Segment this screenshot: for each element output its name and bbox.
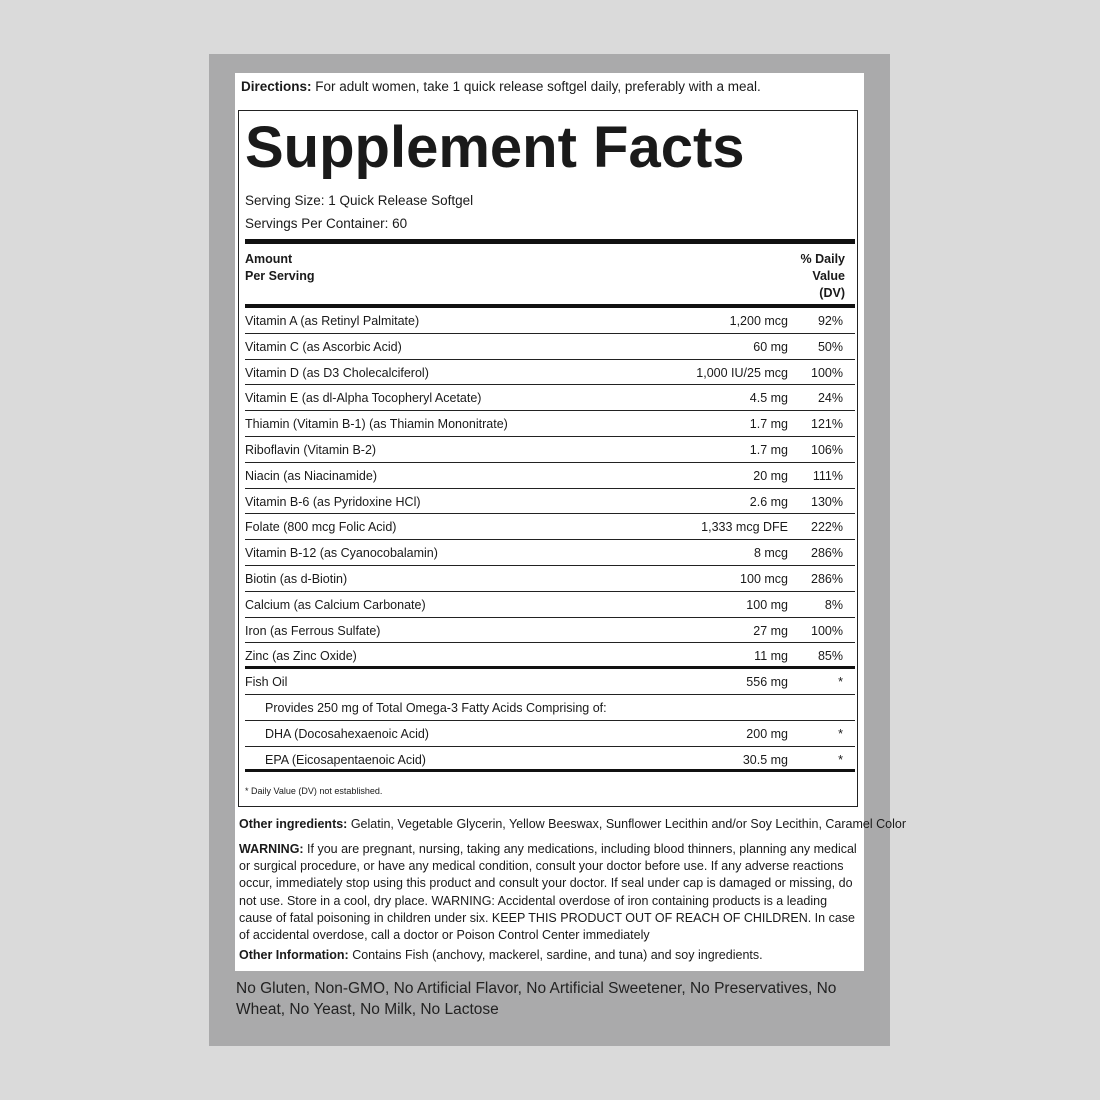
nutrient-name: Vitamin B-12 (as Cyanocobalamin)	[245, 546, 438, 561]
nutrient-amount: 60 mg	[753, 339, 788, 354]
other-ingredients	[239, 816, 906, 833]
nutrient-name: Thiamin (Vitamin B-1) (as Thiamin Mononitrate)	[245, 417, 508, 432]
other-ingredients-text: Gelatin, Vegetable Glycerin, Yellow Beeswax, Sunflower Lecithin and/or Soy Lecithin, Caramel Color	[347, 817, 906, 831]
table-row-omega-note	[245, 695, 855, 721]
nutrient-dv: 286%	[811, 571, 843, 586]
amount-header-line1: Amount	[245, 252, 293, 266]
nutrient-dv: 121%	[811, 417, 843, 432]
serving-size: Serving Size: 1 Quick Release Softgel	[245, 193, 474, 208]
table-row	[245, 592, 855, 618]
thick-rule	[245, 239, 855, 244]
directions	[241, 78, 861, 96]
servings-per-container: Servings Per Container: 60	[245, 216, 408, 231]
directions-text: For adult women, take 1 quick release softgel daily, preferably with a meal.	[311, 79, 761, 94]
table-row	[245, 385, 855, 411]
other-information-label: Other Information:	[239, 948, 349, 962]
omega-note: Provides 250 mg of Total Omega-3 Fatty Acids Comprising of:	[265, 700, 607, 715]
table-row	[245, 566, 855, 592]
nutrient-dv: 100%	[811, 623, 843, 638]
nutrient-table	[245, 308, 855, 772]
table-row	[245, 618, 855, 644]
nutrient-dv: 111%	[812, 468, 843, 483]
table-row-fish-oil	[245, 669, 855, 695]
nutrient-amount: 30.5 mg	[742, 752, 788, 767]
table-row	[245, 540, 855, 566]
table-row	[245, 334, 855, 360]
nutrient-amount: 2.6 mg	[749, 494, 788, 509]
nutrient-name: Vitamin D (as D3 Cholecalciferol)	[245, 365, 429, 380]
dv-header-line2: Value	[812, 269, 845, 283]
dv-header	[801, 251, 845, 302]
nutrient-amount: 4.5 mg	[749, 391, 788, 406]
nutrient-dv: 106%	[811, 442, 843, 457]
warning-label: WARNING:	[239, 842, 304, 856]
nutrient-dv: 92%	[817, 314, 843, 328]
nutrient-dv: *	[838, 752, 843, 767]
nutrient-name: Vitamin A (as Retinyl Palmitate)	[245, 314, 420, 328]
nutrient-dv: 50%	[817, 339, 843, 354]
nutrient-dv: *	[838, 675, 843, 690]
nutrient-amount: 100 mcg	[740, 571, 788, 586]
directions-label: Directions:	[241, 79, 312, 94]
nutrient-dv: 85%	[817, 649, 843, 664]
other-information-text: Contains Fish (anchovy, mackerel, sardine, and tuna) and soy ingredients.	[348, 948, 763, 962]
nutrient-amount: 1,333 mcg DFE	[701, 520, 788, 535]
nutrient-amount: 1,000 IU/25 mcg	[696, 365, 788, 380]
table-row	[245, 437, 855, 463]
nutrient-amount: 200 mg	[746, 726, 788, 741]
table-row	[245, 308, 855, 334]
amount-header	[245, 251, 314, 285]
dv-header-line3: (DV)	[819, 286, 845, 300]
nutrient-dv: 100%	[811, 365, 843, 380]
nutrient-name: Vitamin C (as Ascorbic Acid)	[245, 339, 402, 354]
nutrient-dv: 286%	[811, 546, 843, 561]
nutrient-name: Vitamin B-6 (as Pyridoxine HCl)	[245, 494, 421, 509]
table-row	[245, 514, 855, 540]
table-row	[245, 643, 855, 669]
nutrient-name: Zinc (as Zinc Oxide)	[245, 649, 357, 664]
nutrient-amount: 1.7 mg	[749, 417, 788, 432]
free-from-claims: No Gluten, Non-GMO, No Artificial Flavor, No Artificial Sweetener, No Preservatives, No Wheat, No Yeast, No Milk, No Lactose	[236, 980, 837, 1018]
facts-title: Supplement Facts	[245, 115, 745, 180]
table-row	[245, 463, 855, 489]
nutrient-amount: 1.7 mg	[749, 442, 788, 457]
warning-text: If you are pregnant, nursing, taking any medications, including blood thinners, planning any medical or surgical procedure, or have any medical condition, consult your doctor before use. If any adverse reactions occur, immediately stop using this product and consult your doctor. If seal under cap is damaged or missing, do not use. Store in a cool, dry place. WARNING: Accidental overdose of iron containing products is a leading cause of fatal poisoning in children under six. KEEP THIS PRODUCT OUT OF REACH OF CHILDREN. In case of accidental overdose, call a doctor or Poison Control Center immediately	[239, 842, 857, 943]
other-information	[239, 947, 861, 964]
nutrient-name: Iron (as Ferrous Sulfate)	[245, 623, 381, 638]
nutrient-amount: 11 mg	[754, 649, 788, 664]
nutrient-name: Niacin (as Niacinamide)	[245, 468, 377, 483]
nutrient-name: Calcium (as Calcium Carbonate)	[245, 597, 426, 612]
nutrient-name: Fish Oil	[245, 675, 288, 690]
warning	[239, 841, 861, 944]
nutrient-name: Biotin (as d-Biotin)	[245, 571, 348, 586]
table-row	[245, 360, 855, 386]
dv-header-line1: % Daily	[800, 252, 845, 266]
nutrient-amount: 1,200 mcg	[729, 314, 788, 328]
table-row	[245, 489, 855, 515]
nutrient-dv: 24%	[817, 391, 843, 406]
nutrient-name: EPA (Eicosapentaenoic Acid)	[265, 752, 426, 767]
nutrient-name: Folate (800 mcg Folic Acid)	[245, 520, 397, 535]
nutrient-amount: 27 mg	[753, 623, 788, 638]
nutrient-amount: 20 mg	[753, 468, 788, 483]
nutrient-dv: 8%	[824, 597, 843, 612]
nutrient-name: Vitamin E (as dl-Alpha Tocopheryl Acetate)	[245, 391, 482, 406]
dv-footnote: * Daily Value (DV) not established.	[245, 786, 383, 796]
nutrient-dv: *	[838, 726, 843, 741]
nutrient-amount: 100 mg	[746, 597, 788, 612]
nutrient-dv: 130%	[811, 494, 843, 509]
amount-header-line2: Per Serving	[245, 269, 315, 283]
other-ingredients-label: Other ingredients:	[239, 817, 348, 831]
nutrient-name: DHA (Docosahexaenoic Acid)	[265, 726, 429, 741]
nutrient-amount: 8 mcg	[753, 546, 788, 561]
nutrient-amount: 556 mg	[746, 675, 788, 690]
table-row	[245, 411, 855, 437]
table-row-dha	[245, 721, 855, 747]
table-row-epa	[245, 747, 855, 773]
nutrient-name: Riboflavin (Vitamin B-2)	[245, 442, 377, 457]
nutrient-dv: 222%	[811, 520, 843, 535]
supplement-facts-panel	[238, 110, 858, 807]
